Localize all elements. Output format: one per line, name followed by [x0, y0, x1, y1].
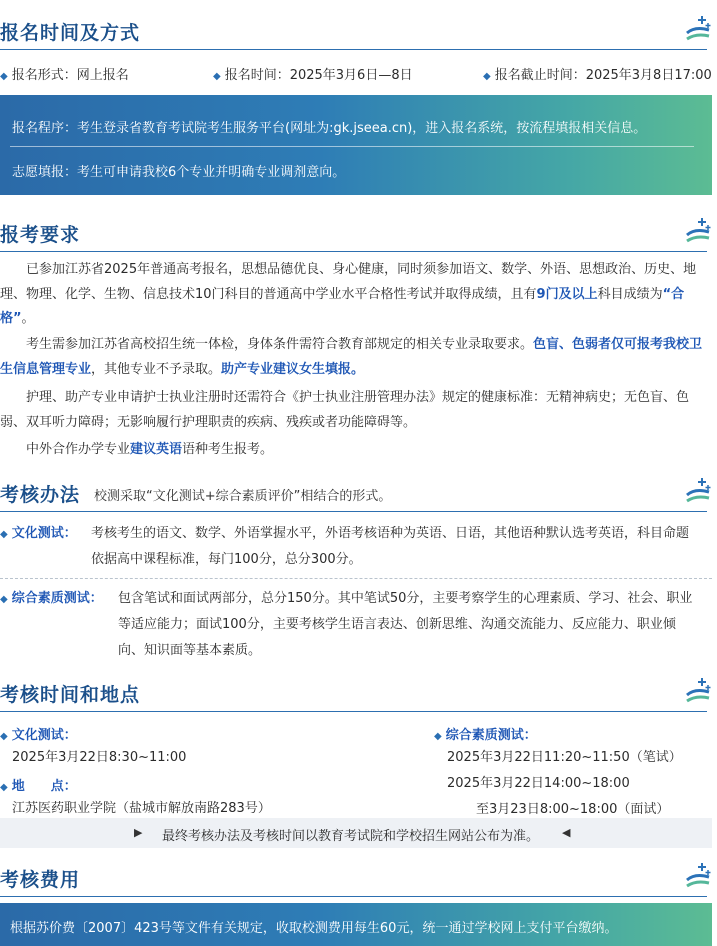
- requirement-paragraph-4: 中外合作办学专业建议英语语种考生报考。: [26, 442, 274, 457]
- schedule-place-label: ◆ 地 点：: [0, 779, 77, 794]
- section-title: 考核办法: [0, 484, 81, 506]
- section-header-assessment: [0, 472, 717, 512]
- schedule-quality-time-1: 2025年3月22日11:20~11:50（笔试）: [447, 750, 682, 765]
- section-header-requirements: [0, 212, 717, 252]
- registration-procedure: 报名程序：考生登录省教育考试院考生服务平台(网址为:gk.jseea.cn)，进入报名系统，按流程填报相关信息。: [12, 121, 647, 136]
- section-title: 报考要求: [0, 224, 81, 246]
- pen-sparkle-icon: [685, 14, 713, 44]
- requirement-paragraph-3: 护理、助产专业申请护士执业注册时还需符合《护士执业注册管理办法》规定的健康标准：无精神病史；无色盲、色弱、双耳听力障碍；无影响履行护理职责的疾病、残疾或者功能障碍等。: [0, 390, 690, 430]
- quality-test-label: ◆ 综合素质测试：: [0, 591, 103, 606]
- section-header-schedule: [0, 672, 717, 712]
- section-header-fees: [0, 857, 717, 897]
- registration-info-band: [0, 95, 712, 195]
- schedule-place: 江苏医药职业学院（盐城市解放南路283号）: [12, 801, 271, 816]
- culture-test-label: ◆ 文化测试：: [0, 526, 77, 541]
- registration-time: ◆ 报名时间：2025年3月6日—8日: [213, 68, 413, 83]
- schedule-note-band: [0, 818, 712, 848]
- diamond-bullet-icon: ◆: [0, 731, 8, 742]
- diamond-bullet-icon: ◆: [434, 731, 442, 742]
- section-header-registration: [0, 10, 717, 50]
- culture-test-line-1: 考核考生的语文、数学、外语掌握水平，外语考核语种为英语、日语，其他语种默认选考英语，科目命题: [91, 526, 690, 541]
- section-title: 考核时间和地点: [0, 684, 141, 706]
- registration-form: ◆ 报名形式：网上报名: [0, 68, 129, 83]
- quality-test-line-3: 向、知识面等基本素质。: [118, 643, 262, 658]
- fees-band: [0, 903, 712, 946]
- schedule-quality-label: ◆ 综合素质测试：: [434, 728, 537, 743]
- pen-sparkle-icon: [685, 476, 713, 506]
- section-title: 考核费用: [0, 869, 81, 891]
- section-subtitle: 校测采取“文化测试+综合素质评价”相结合的形式。: [94, 489, 392, 504]
- diamond-bullet-icon: ◆: [0, 529, 8, 540]
- diamond-bullet-icon: ◆: [0, 782, 8, 793]
- schedule-note: 最终考核办法及考核时间以教育考试院和学校招生网站公布为准。: [162, 829, 540, 844]
- dashed-divider: [0, 578, 712, 579]
- diamond-bullet-icon: ◆: [0, 594, 8, 605]
- pen-sparkle-icon: [685, 861, 713, 891]
- diamond-bullet-icon: ◆: [213, 71, 221, 82]
- pen-sparkle-icon: [685, 676, 713, 706]
- culture-test-line-2: 依据高中课程标准，每门100分，总分300分。: [91, 552, 362, 567]
- section-title: 报名时间及方式: [0, 22, 141, 44]
- fees-text: 根据苏价费〔2007〕423号等文件有关规定，收取校测费用每生60元，统一通过学校网上支付平台缴纳。: [10, 921, 618, 936]
- schedule-quality-time-2: 2025年3月22日14:00~18:00: [447, 776, 630, 791]
- registration-deadline: ◆ 报名截止时间：2025年3月8日17:00: [483, 68, 712, 83]
- quality-test-line-2: 等适应能力；面试100分，主要考核学生语言表达、创新思维、沟通交流能力、反应能力、职业倾: [118, 617, 676, 632]
- triangle-arrow-left-icon: ◀: [562, 826, 571, 839]
- schedule-culture-label: ◆ 文化测试：: [0, 728, 77, 743]
- registration-volunteer: 志愿填报：考生可申请我校6个专业并明确专业调剂意向。: [12, 165, 346, 180]
- triangle-arrow-right-icon: ▶: [134, 826, 143, 839]
- diamond-bullet-icon: ◆: [483, 71, 491, 82]
- schedule-culture-time: 2025年3月22日8:30~11:00: [12, 750, 187, 765]
- diamond-bullet-icon: ◆: [0, 71, 8, 82]
- requirement-paragraph-2: 考生需参加江苏省高校招生统一体检，身体条件需符合教育部规定的相关专业录取要求。色盲、色弱者仅可报考我校卫生信息管理专业，其他专业不予录取。助产专业建议女生填报。: [0, 337, 703, 377]
- pen-sparkle-icon: [685, 216, 713, 246]
- schedule-quality-time-3: 至3月23日8:00~18:00（面试）: [476, 802, 670, 817]
- requirement-paragraph-1: 已参加江苏省2025年普通高考报名，思想品德优良、身心健康，同时须参加语文、数学、外语、思想政治、历史、地理、物理、化学、生物、信息技术10门科目的普通高中学业水平合格性考试并取得成绩，且有9门及以上科目成绩为“合格”。: [0, 262, 697, 326]
- quality-test-line-1: 包含笔试和面试两部分，总分150分。其中笔试50分，主要考察学生的心理素质、学习、社会、职业: [118, 591, 693, 606]
